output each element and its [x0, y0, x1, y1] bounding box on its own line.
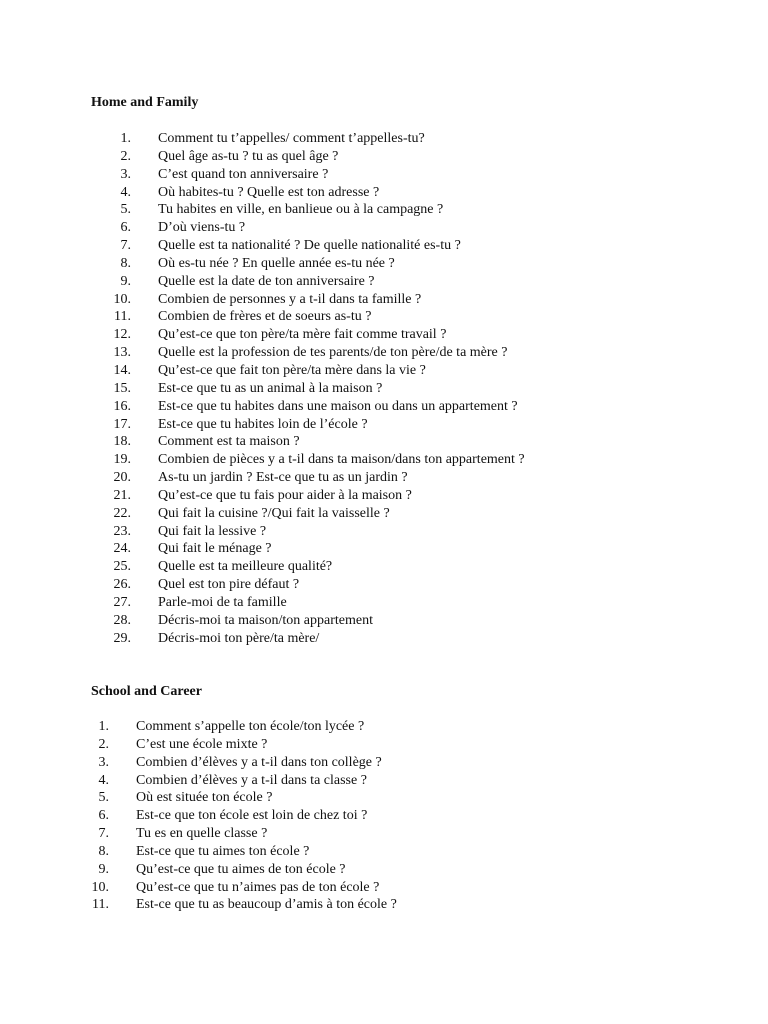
item-number: 7. [98, 826, 109, 842]
item-text: Est-ce que tu as beaucoup d’amis à ton école ? [136, 897, 397, 913]
item-number: 14. [113, 362, 131, 378]
item-text: Est-ce que tu aimes ton école ? [136, 843, 310, 859]
item-number: 29. [113, 630, 131, 646]
item-number: 12. [113, 327, 131, 343]
item-text: Qu’est-ce que ton père/ta mère fait comme travail ? [158, 327, 447, 343]
item-number: 1. [120, 131, 131, 146]
item-text: Combien d’élèves y a t-il dans ta classe ? [136, 772, 367, 788]
item-text: Comment tu t’appelles/ comment t’appelles-tu? [158, 131, 425, 146]
item-number: 15. [113, 380, 131, 396]
item-number: 28. [113, 612, 131, 628]
item-text: Est-ce que tu as un animal à la maison ? [158, 380, 383, 396]
item-text: Quel est ton pire défaut ? [158, 577, 300, 593]
item-text: Combien de frères et de soeurs as-tu ? [158, 309, 372, 325]
item-text: C’est quand ton anniversaire ? [158, 166, 329, 182]
item-text: Parle-moi de ta famille [158, 594, 287, 610]
item-number: 25. [113, 559, 131, 575]
item-text: Combien de personnes y a t-il dans ta famille ? [158, 291, 422, 307]
item-text: Décris-moi ton père/ta mère/ [158, 630, 320, 646]
item-text: Décris-moi ta maison/ton appartement [158, 612, 373, 628]
item-text: Qui fait la cuisine ?/Qui fait la vaisselle ? [158, 505, 390, 521]
item-text: Où habites-tu ? Quelle est ton adresse ? [158, 184, 380, 200]
item-text: Qui fait le ménage ? [158, 541, 272, 557]
item-number: 17. [113, 416, 131, 432]
item-number: 2. [98, 736, 109, 752]
item-text: D’où viens-tu ? [158, 220, 246, 236]
item-number: 4. [98, 772, 109, 788]
item-text: Où est située ton école ? [136, 790, 273, 806]
item-number: 11. [114, 309, 131, 325]
item-text: Quel âge as-tu ? tu as quel âge ? [158, 148, 339, 164]
item-number: 3. [98, 754, 109, 770]
item-text: Comment s’appelle ton école/ton lycée ? [136, 719, 365, 734]
section-heading-home-and-family: Home and Family [91, 95, 199, 110]
item-number: 11. [92, 897, 109, 913]
item-number: 5. [120, 202, 131, 218]
item-number: 23. [113, 523, 131, 539]
item-number: 3. [120, 166, 131, 182]
item-text: Qu’est-ce que tu fais pour aider à la maison ? [158, 487, 412, 503]
item-text: Tu es en quelle classe ? [136, 826, 268, 842]
item-text: Quelle est ta meilleure qualité? [158, 559, 333, 575]
item-number: 27. [113, 594, 131, 610]
item-text: As-tu un jardin ? Est-ce que tu as un jardin ? [158, 470, 408, 486]
item-number: 22. [113, 505, 131, 521]
item-text: Quelle est ta nationalité ? De quelle nationalité es-tu ? [158, 238, 461, 254]
item-number: 5. [98, 790, 109, 806]
item-text: Qu’est-ce que fait ton père/ta mère dans la vie ? [158, 362, 426, 378]
item-text: Qui fait la lessive ? [158, 523, 267, 539]
item-text: Est-ce que tu habites dans une maison ou dans un appartement ? [158, 398, 518, 414]
item-number: 26. [113, 577, 131, 593]
item-number: 7. [120, 238, 131, 254]
item-text: Combien de pièces y a t-il dans ta maison/dans ton appartement ? [158, 452, 525, 468]
item-number: 18. [113, 434, 131, 450]
item-text: Combien d’élèves y a t-il dans ton collège ? [136, 754, 382, 770]
item-number: 8. [120, 255, 131, 271]
item-number: 24. [113, 541, 131, 557]
item-number: 21. [113, 487, 131, 503]
item-number: 10. [91, 879, 109, 895]
item-text: Quelle est la date de ton anniversaire ? [158, 273, 375, 289]
item-number: 13. [113, 345, 131, 361]
item-number: 9. [120, 273, 131, 289]
item-text: Quelle est la profession de tes parents/de ton père/de ta mère ? [158, 345, 508, 361]
item-text: Qu’est-ce que tu aimes de ton école ? [136, 861, 346, 877]
item-number: 9. [98, 861, 109, 877]
item-number: 2. [120, 148, 131, 164]
item-number: 6. [98, 808, 109, 824]
item-text: Tu habites en ville, en banlieue ou à la campagne ? [158, 202, 444, 218]
item-number: 20. [113, 470, 131, 486]
item-number: 16. [113, 398, 131, 414]
item-number: 8. [98, 843, 109, 859]
item-number: 4. [120, 184, 131, 200]
item-number: 19. [113, 452, 131, 468]
item-text: C’est une école mixte ? [136, 736, 268, 752]
item-number: 6. [120, 220, 131, 236]
item-text: Où es-tu née ? En quelle année es-tu née ? [158, 255, 395, 271]
item-text: Est-ce que tu habites loin de l’école ? [158, 416, 368, 432]
item-number: 10. [113, 291, 131, 307]
item-number: 1. [98, 719, 109, 734]
item-text: Est-ce que ton école est loin de chez toi ? [136, 808, 368, 824]
item-text: Qu’est-ce que tu n’aimes pas de ton école ? [136, 879, 380, 895]
item-text: Comment est ta maison ? [158, 434, 300, 450]
section-heading-school-and-career: School and Career [91, 684, 202, 699]
